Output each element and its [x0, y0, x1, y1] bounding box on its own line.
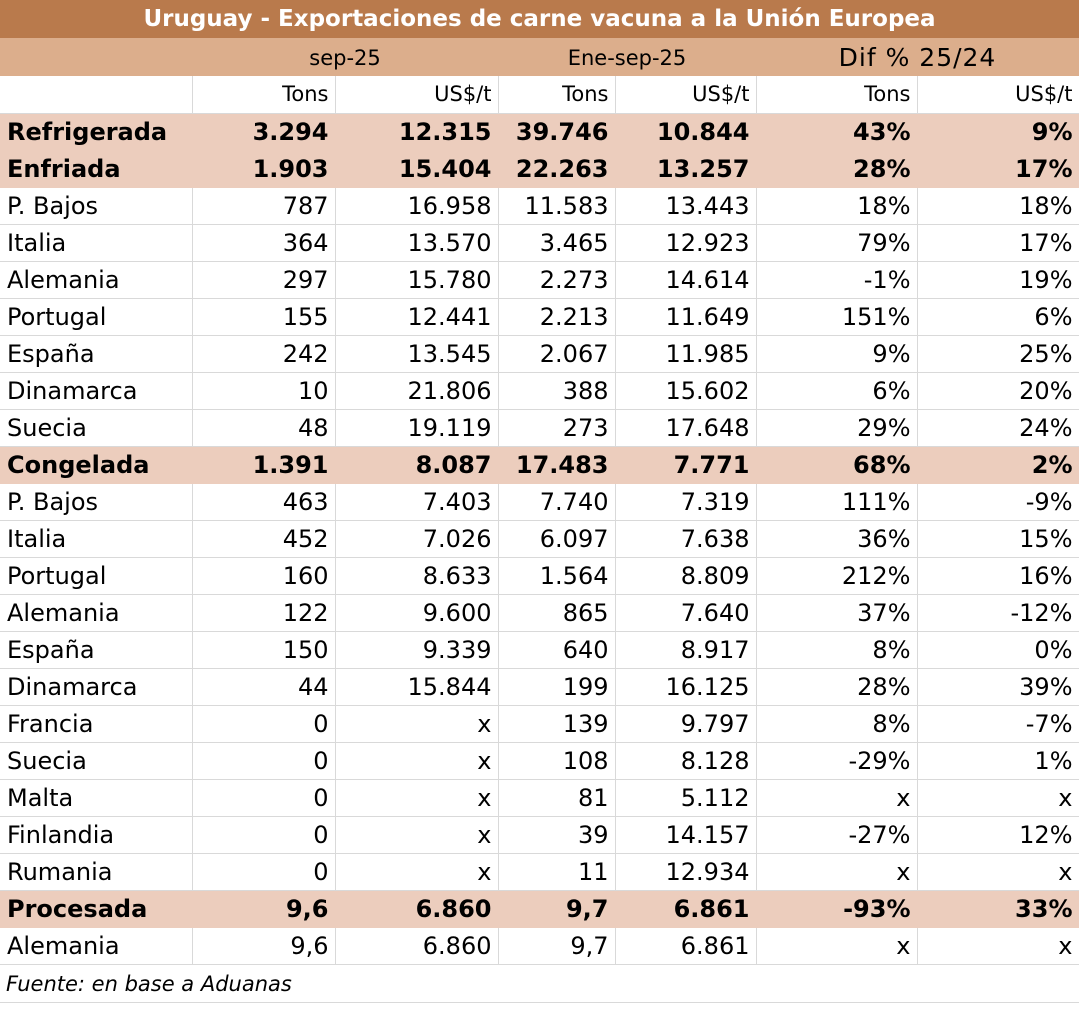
unit-header-cell: US$/t	[335, 76, 498, 113]
value-cell: x	[756, 853, 917, 890]
value-cell: 9,6	[192, 927, 335, 964]
value-cell: 14.157	[615, 816, 756, 853]
value-cell: 11.583	[498, 187, 615, 224]
value-cell: 8%	[756, 631, 917, 668]
value-cell: 7.771	[615, 446, 756, 483]
country-row	[0, 594, 1079, 631]
row-label: Portugal	[0, 298, 192, 335]
value-cell: 13.570	[335, 224, 498, 261]
value-cell: 19.119	[335, 409, 498, 446]
value-cell: 9%	[917, 113, 1079, 150]
value-cell: 16.958	[335, 187, 498, 224]
value-cell: 7.319	[615, 483, 756, 520]
row-label: Refrigerada	[0, 113, 192, 150]
value-cell: x	[917, 853, 1079, 890]
value-cell: 39	[498, 816, 615, 853]
value-cell: 17%	[917, 150, 1079, 187]
value-cell: 6%	[756, 372, 917, 409]
value-cell: 9,6	[192, 890, 335, 927]
value-cell: 6.861	[615, 927, 756, 964]
value-cell: 0	[192, 742, 335, 779]
country-row	[0, 557, 1079, 594]
row-label: Rumania	[0, 853, 192, 890]
value-cell: 297	[192, 261, 335, 298]
value-cell: -9%	[917, 483, 1079, 520]
value-cell: 9.339	[335, 631, 498, 668]
row-label: P. Bajos	[0, 187, 192, 224]
value-cell: 79%	[756, 224, 917, 261]
value-cell: x	[917, 927, 1079, 964]
unit-header-cell: US$/t	[917, 76, 1079, 113]
value-cell: 20%	[917, 372, 1079, 409]
category-row	[0, 446, 1079, 483]
country-row	[0, 187, 1079, 224]
value-cell: 39%	[917, 668, 1079, 705]
row-label: Dinamarca	[0, 668, 192, 705]
country-row	[0, 742, 1079, 779]
value-cell: -27%	[756, 816, 917, 853]
category-row	[0, 890, 1079, 927]
value-cell: 18%	[756, 187, 917, 224]
value-cell: 12%	[917, 816, 1079, 853]
unit-header-cell: Tons	[192, 76, 335, 113]
value-cell: 11.649	[615, 298, 756, 335]
value-cell: 17.483	[498, 446, 615, 483]
period-header-dif: Dif % 25/24	[838, 43, 997, 72]
value-cell: 8.087	[335, 446, 498, 483]
country-row	[0, 335, 1079, 372]
row-label: Enfriada	[0, 150, 192, 187]
row-label: España	[0, 631, 192, 668]
value-cell: 9.797	[615, 705, 756, 742]
value-cell: 150	[192, 631, 335, 668]
value-cell: 68%	[756, 446, 917, 483]
row-label: Congelada	[0, 446, 192, 483]
value-cell: 16%	[917, 557, 1079, 594]
row-label: Francia	[0, 705, 192, 742]
country-row	[0, 372, 1079, 409]
value-cell: 15.602	[615, 372, 756, 409]
value-cell: 6.860	[335, 890, 498, 927]
value-cell: 17.648	[615, 409, 756, 446]
country-row	[0, 224, 1079, 261]
category-row	[0, 113, 1079, 150]
value-cell: x	[335, 779, 498, 816]
value-cell: 364	[192, 224, 335, 261]
value-cell: 6.860	[335, 927, 498, 964]
value-cell: 2.273	[498, 261, 615, 298]
value-cell: 24%	[917, 409, 1079, 446]
row-label: Procesada	[0, 890, 192, 927]
value-cell: 7.403	[335, 483, 498, 520]
value-cell: 0	[192, 779, 335, 816]
value-cell: 15.780	[335, 261, 498, 298]
period-header-row	[0, 38, 1079, 76]
value-cell: 0	[192, 816, 335, 853]
value-cell: 2%	[917, 446, 1079, 483]
value-cell: 7.026	[335, 520, 498, 557]
country-row	[0, 853, 1079, 890]
value-cell: -29%	[756, 742, 917, 779]
value-cell: 5.112	[615, 779, 756, 816]
value-cell: x	[335, 816, 498, 853]
value-cell: 12.315	[335, 113, 498, 150]
value-cell: 111%	[756, 483, 917, 520]
value-cell: x	[335, 853, 498, 890]
value-cell: 2.213	[498, 298, 615, 335]
row-label: Malta	[0, 779, 192, 816]
value-cell: 21.806	[335, 372, 498, 409]
country-row	[0, 483, 1079, 520]
value-cell: 388	[498, 372, 615, 409]
value-cell: 0%	[917, 631, 1079, 668]
value-cell: 16.125	[615, 668, 756, 705]
country-row	[0, 261, 1079, 298]
country-row	[0, 631, 1079, 668]
value-cell: 15.844	[335, 668, 498, 705]
value-cell: 1.391	[192, 446, 335, 483]
value-cell: 8.128	[615, 742, 756, 779]
value-cell: 12.441	[335, 298, 498, 335]
row-label: España	[0, 335, 192, 372]
value-cell: 8.809	[615, 557, 756, 594]
value-cell: 7.638	[615, 520, 756, 557]
value-cell: 36%	[756, 520, 917, 557]
value-cell: 6.861	[615, 890, 756, 927]
unit-header-cell: Tons	[756, 76, 917, 113]
value-cell: 44	[192, 668, 335, 705]
value-cell: 242	[192, 335, 335, 372]
value-cell: 139	[498, 705, 615, 742]
period-header-sep25: sep-25	[309, 46, 381, 70]
row-label: Portugal	[0, 557, 192, 594]
value-cell: 1.564	[498, 557, 615, 594]
value-cell: 463	[192, 483, 335, 520]
value-cell: 3.294	[192, 113, 335, 150]
value-cell: 10.844	[615, 113, 756, 150]
value-cell: 28%	[756, 668, 917, 705]
value-cell: x	[756, 779, 917, 816]
value-cell: 6%	[917, 298, 1079, 335]
period-header-ene-sep25: Ene-sep-25	[567, 46, 687, 70]
value-cell: 10	[192, 372, 335, 409]
value-cell: 28%	[756, 150, 917, 187]
value-cell: -7%	[917, 705, 1079, 742]
value-cell: 25%	[917, 335, 1079, 372]
value-cell: 39.746	[498, 113, 615, 150]
value-cell: x	[335, 742, 498, 779]
value-cell: 9%	[756, 335, 917, 372]
value-cell: 9,7	[498, 927, 615, 964]
row-label: P. Bajos	[0, 483, 192, 520]
value-cell: 15%	[917, 520, 1079, 557]
value-cell: 0	[192, 853, 335, 890]
country-row	[0, 779, 1079, 816]
value-cell: 155	[192, 298, 335, 335]
value-cell: 199	[498, 668, 615, 705]
value-cell: 0	[192, 705, 335, 742]
value-cell: 17%	[917, 224, 1079, 261]
value-cell: 7.640	[615, 594, 756, 631]
country-row	[0, 927, 1079, 964]
row-label: Alemania	[0, 594, 192, 631]
unit-header-row	[0, 76, 1079, 113]
value-cell: 9,7	[498, 890, 615, 927]
value-cell: -1%	[756, 261, 917, 298]
value-cell: 1%	[917, 742, 1079, 779]
row-label: Alemania	[0, 927, 192, 964]
value-cell: -93%	[756, 890, 917, 927]
data-table	[0, 76, 1079, 965]
value-cell: 22.263	[498, 150, 615, 187]
value-cell: 15.404	[335, 150, 498, 187]
country-row	[0, 409, 1079, 446]
value-cell: 8.633	[335, 557, 498, 594]
value-cell: 3.465	[498, 224, 615, 261]
row-label: Suecia	[0, 409, 192, 446]
table-title: Uruguay - Exportaciones de carne vacuna a la Unión Europea	[0, 0, 1079, 38]
row-label: Alemania	[0, 261, 192, 298]
value-cell: x	[335, 705, 498, 742]
value-cell: 13.257	[615, 150, 756, 187]
value-cell: 108	[498, 742, 615, 779]
value-cell: 787	[192, 187, 335, 224]
value-cell: 6.097	[498, 520, 615, 557]
value-cell: 14.614	[615, 261, 756, 298]
country-row	[0, 668, 1079, 705]
value-cell: 19%	[917, 261, 1079, 298]
value-cell: 48	[192, 409, 335, 446]
value-cell: 13.545	[335, 335, 498, 372]
value-cell: 13.443	[615, 187, 756, 224]
unit-header-cell	[0, 76, 192, 113]
value-cell: 8.917	[615, 631, 756, 668]
value-cell: 160	[192, 557, 335, 594]
row-label: Italia	[0, 224, 192, 261]
value-cell: 1.903	[192, 150, 335, 187]
value-cell: 12.923	[615, 224, 756, 261]
category-row	[0, 150, 1079, 187]
value-cell: 81	[498, 779, 615, 816]
value-cell: 11	[498, 853, 615, 890]
unit-header-cell: Tons	[498, 76, 615, 113]
value-cell: 865	[498, 594, 615, 631]
value-cell: x	[756, 927, 917, 964]
value-cell: 12.934	[615, 853, 756, 890]
value-cell: 33%	[917, 890, 1079, 927]
row-label: Dinamarca	[0, 372, 192, 409]
unit-header-cell: US$/t	[615, 76, 756, 113]
value-cell: 273	[498, 409, 615, 446]
value-cell: 640	[498, 631, 615, 668]
country-row	[0, 816, 1079, 853]
value-cell: x	[917, 779, 1079, 816]
value-cell: 212%	[756, 557, 917, 594]
value-cell: 8%	[756, 705, 917, 742]
value-cell: 7.740	[498, 483, 615, 520]
value-cell: 37%	[756, 594, 917, 631]
value-cell: 11.985	[615, 335, 756, 372]
country-row	[0, 705, 1079, 742]
value-cell: 29%	[756, 409, 917, 446]
source-note: Fuente: en base a Aduanas	[0, 965, 1079, 1003]
value-cell: 452	[192, 520, 335, 557]
value-cell: 18%	[917, 187, 1079, 224]
value-cell: -12%	[917, 594, 1079, 631]
row-label: Suecia	[0, 742, 192, 779]
row-label: Finlandia	[0, 816, 192, 853]
value-cell: 122	[192, 594, 335, 631]
row-label: Italia	[0, 520, 192, 557]
value-cell: 151%	[756, 298, 917, 335]
value-cell: 9.600	[335, 594, 498, 631]
country-row	[0, 298, 1079, 335]
value-cell: 43%	[756, 113, 917, 150]
value-cell: 2.067	[498, 335, 615, 372]
country-row	[0, 520, 1079, 557]
